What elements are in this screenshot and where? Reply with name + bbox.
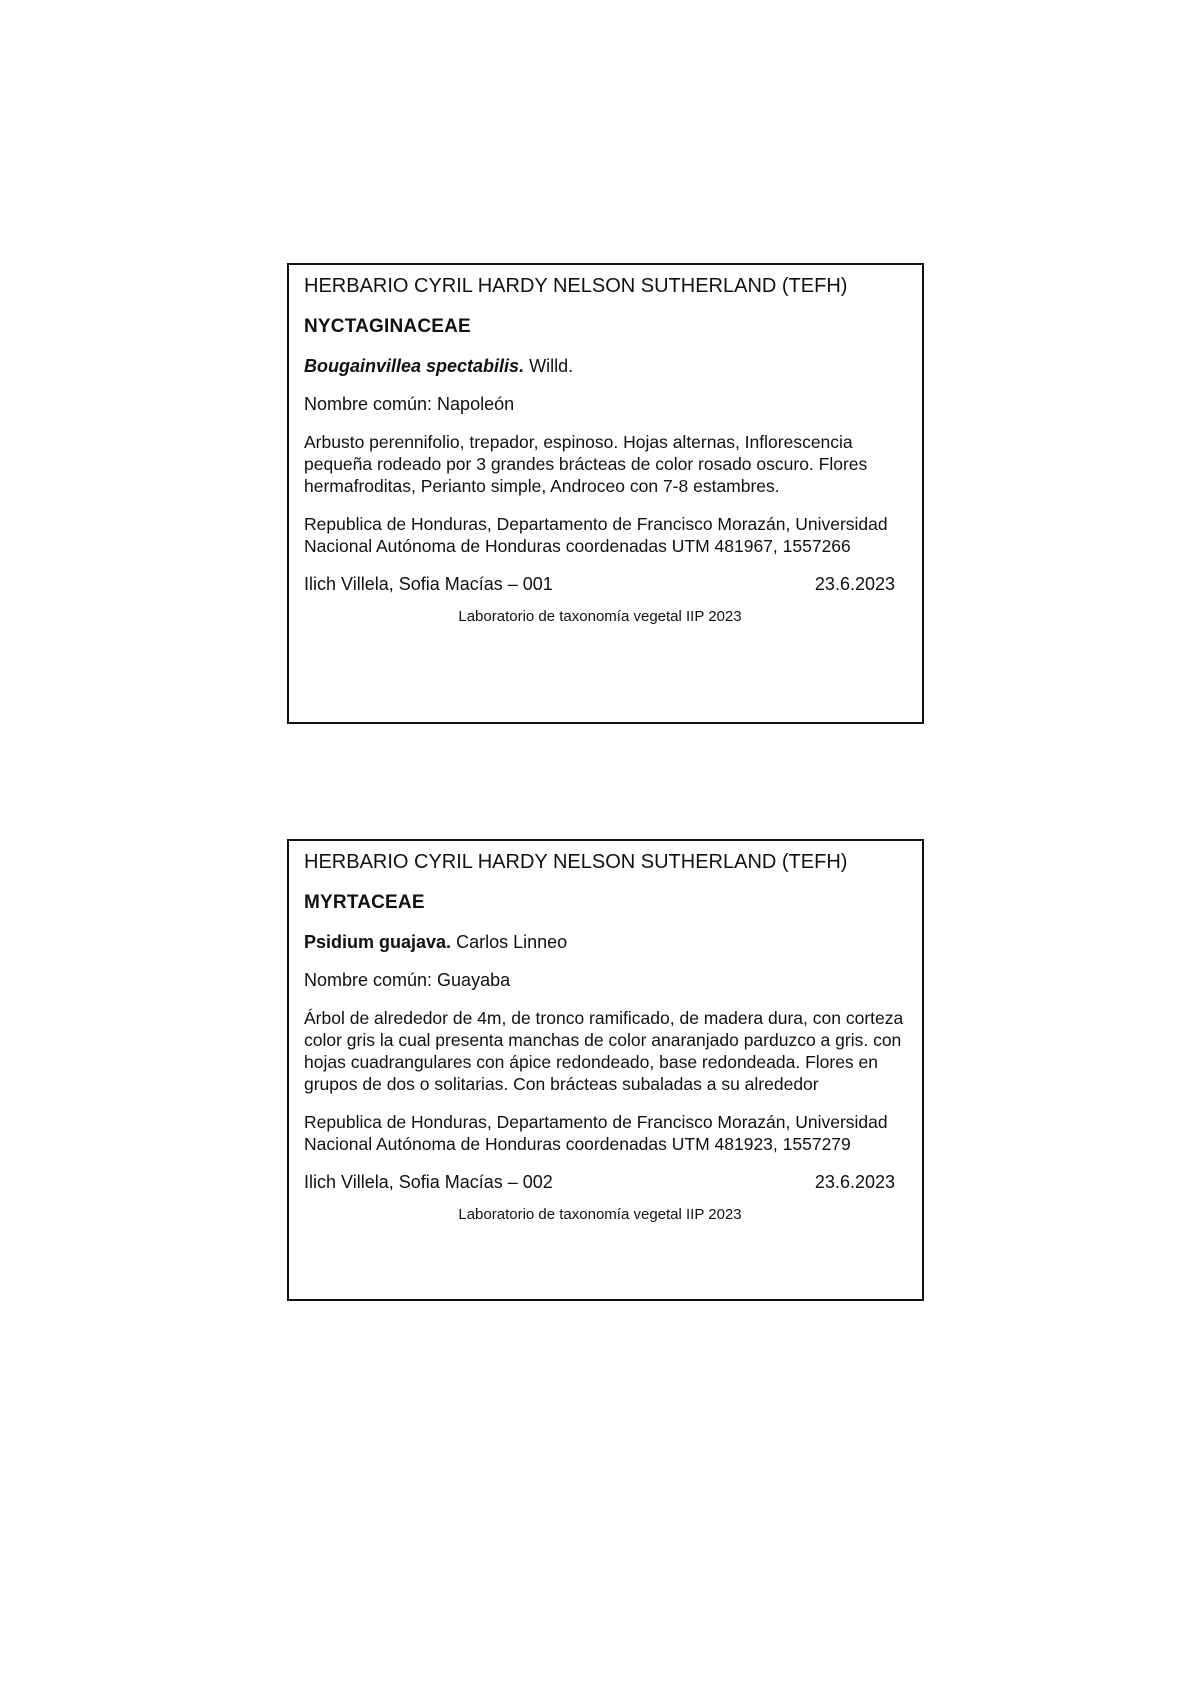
collectors: Ilich Villela, Sofia Macías – 001: [304, 574, 553, 594]
collector-row: [304, 573, 904, 595]
herbarium-name: HERBARIO CYRIL HARDY NELSON SUTHERLAND (TEFH): [304, 275, 848, 297]
lab-footer: Laboratorio de taxonomía vegetal IIP 2023: [458, 1206, 742, 1223]
specimen-label-1: [287, 263, 924, 724]
locality: Republica de Honduras, Departamento de Francisco Morazán, Universidad Nacional Autónoma de Honduras coordenadas UTM 481923, 1557279: [304, 1112, 888, 1154]
description: Árbol de alrededor de 4m, de tronco ramificado, de madera dura, con corteza color gris la cual presenta manchas de color anaranjado parduzco a gris. con hojas cuadrangulares con ápice redondeado, base redondeada. Flores en grupos de dos o solitarias. Con brácteas subaladas a su alrededor: [304, 1008, 904, 1094]
species-author: Carlos Linneo: [451, 932, 568, 952]
description: Arbusto perennifolio, trepador, espinoso. Hojas alternas, Inflorescencia pequeña rodeado por 3 grandes brácteas de color rosado oscuro. Flores hermafroditas, Perianto simple, Androceo con 7-8 estambres.: [304, 432, 868, 496]
species-line: [304, 931, 904, 953]
family-name: NYCTAGINACEAE: [304, 316, 471, 337]
locality: Republica de Honduras, Departamento de Francisco Morazán, Universidad Nacional Autónoma de Honduras coordenadas UTM 481967, 1557266: [304, 514, 888, 556]
common-name: Nombre común: Napoleón: [304, 394, 515, 414]
collector-row: [304, 1171, 904, 1193]
species-line: [304, 355, 904, 377]
collectors: Ilich Villela, Sofia Macías – 002: [304, 1172, 553, 1192]
family-name: MYRTACEAE: [304, 892, 425, 913]
lab-footer: Laboratorio de taxonomía vegetal IIP 2023: [458, 608, 742, 625]
collection-date: 23.6.2023: [814, 574, 895, 594]
herbarium-name: HERBARIO CYRIL HARDY NELSON SUTHERLAND (TEFH): [304, 851, 848, 873]
species-name: Psidium guajava.: [304, 932, 452, 952]
common-name: Nombre común: Guayaba: [304, 970, 511, 990]
species-name: Bougainvillea spectabilis.: [304, 356, 525, 376]
specimen-label-2: [287, 839, 924, 1301]
species-author: Willd.: [524, 356, 574, 376]
collection-date: 23.6.2023: [814, 1172, 895, 1192]
